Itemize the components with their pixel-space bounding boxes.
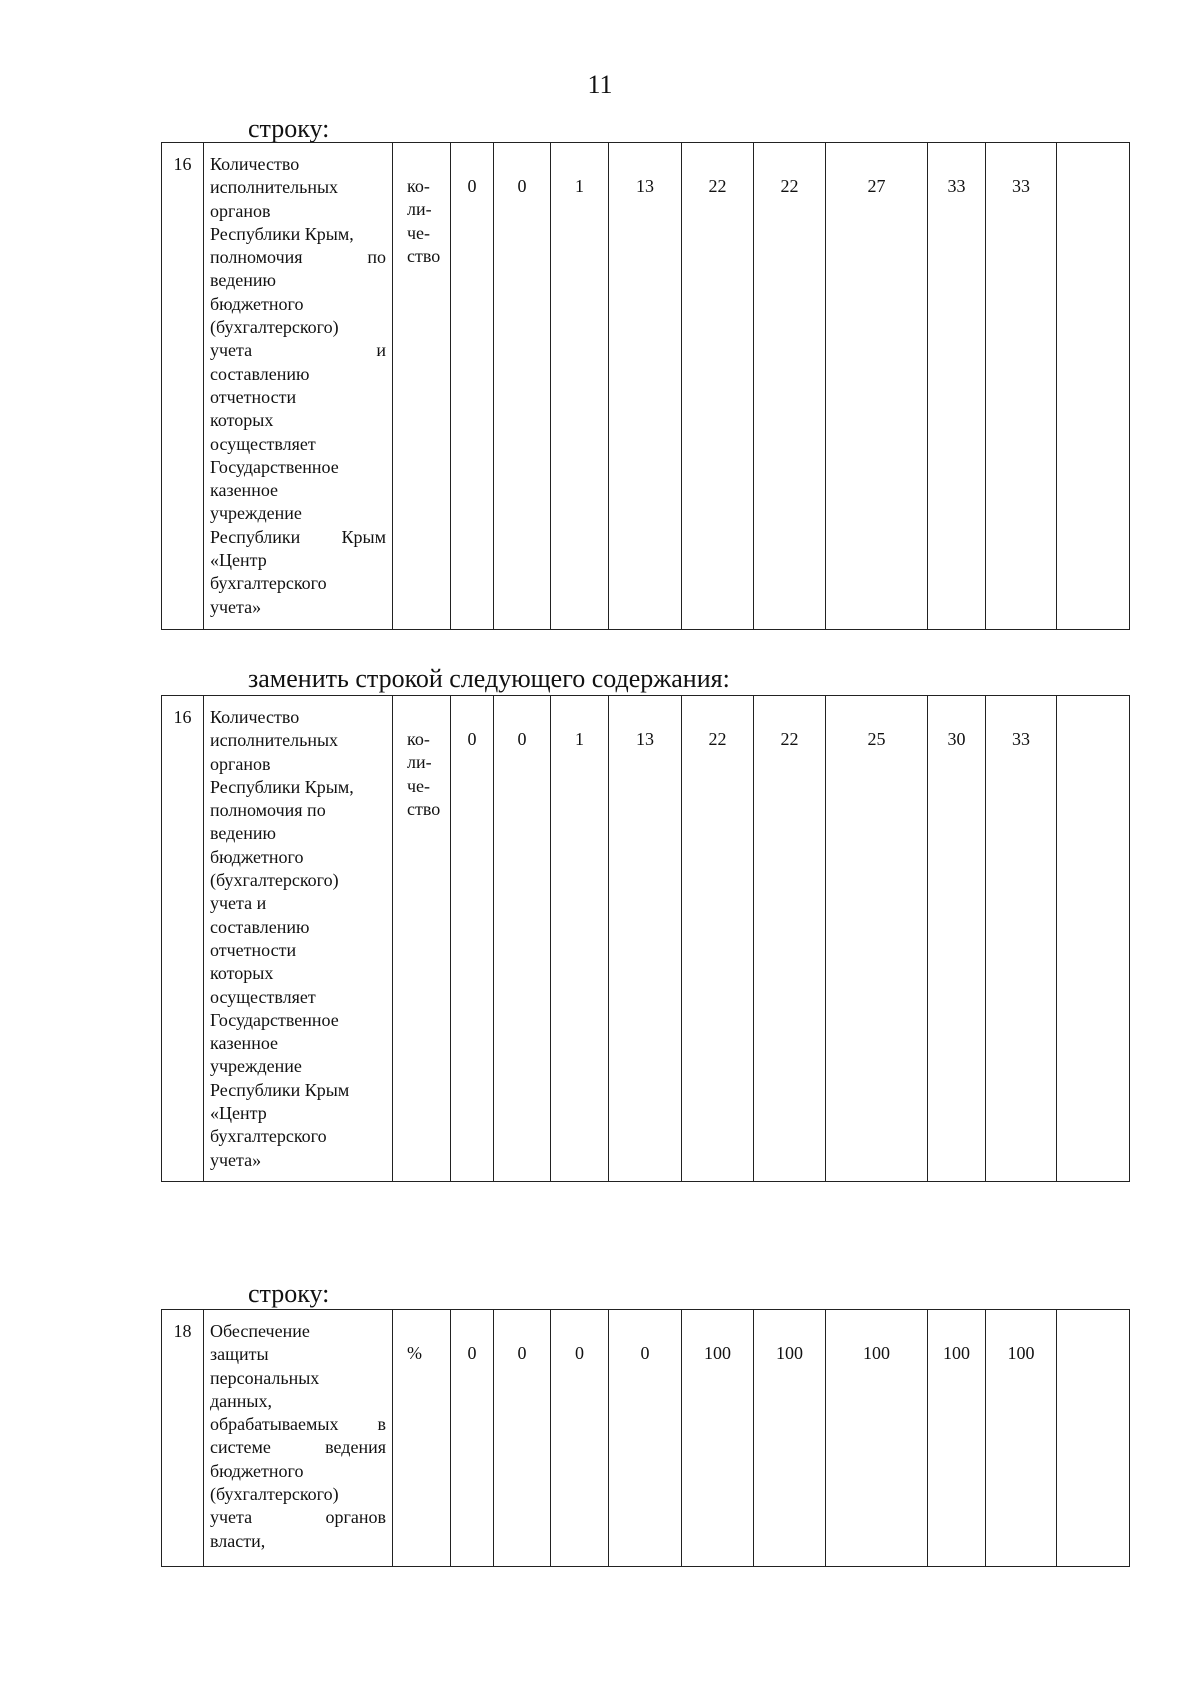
unit-line: че-	[407, 222, 431, 243]
description-line: ведению	[210, 270, 277, 291]
description-line: обрабатываемых в	[210, 1414, 386, 1435]
value-cell: 22	[682, 696, 754, 1182]
description-line: системе ведения	[210, 1437, 386, 1458]
unit-line: %	[407, 1343, 422, 1363]
description-line: Государственное	[210, 456, 339, 477]
description-line: данных,	[210, 1390, 273, 1411]
description-line: отчетности	[210, 939, 297, 960]
description-line: органов	[210, 200, 271, 221]
value-cell: 13	[609, 143, 682, 630]
section-3-table	[161, 1309, 1130, 1567]
value-cell: 100	[682, 1310, 754, 1567]
description-line: бюджетного	[210, 293, 304, 314]
value-cell: 0	[494, 696, 551, 1182]
value-cell: 0	[451, 143, 494, 630]
description-line: Республики Крым	[210, 526, 386, 547]
section-1-table	[161, 142, 1130, 630]
description-line: бухгалтерского	[210, 573, 327, 594]
row-number: 18	[162, 1310, 204, 1567]
unit-line: ко-	[407, 176, 430, 196]
description-line: осуществляет	[210, 986, 316, 1007]
value-cell: 22	[754, 143, 826, 630]
value-cell: 33	[986, 143, 1057, 630]
description-line: составлению	[210, 363, 310, 384]
description-line: «Центр	[210, 550, 267, 571]
description-line: учета и	[210, 893, 267, 914]
unit-line: ли-	[407, 199, 432, 220]
value-cell: 22	[754, 696, 826, 1182]
description-line: бюджетного	[210, 1460, 304, 1481]
value-cell: 25	[826, 696, 928, 1182]
section-3-caption: строку:	[248, 1279, 330, 1308]
description-line: учета»	[210, 1149, 262, 1170]
description-line: «Центр	[210, 1103, 267, 1124]
description-line: составлению	[210, 916, 310, 937]
description-line: которых	[210, 410, 274, 431]
description-line: Республики Крым	[210, 1079, 350, 1100]
value-cell: 0	[451, 1310, 494, 1567]
description-line: Республики Крым,	[210, 223, 354, 244]
value-cell: 0	[551, 1310, 609, 1567]
description-line: учета органов	[210, 1507, 386, 1528]
value-cell: 100	[928, 1310, 986, 1567]
value-cell: 1	[551, 696, 609, 1182]
section-2-table	[161, 695, 1130, 1182]
unit-line: ко-	[407, 729, 430, 749]
description-line: полномочия по	[210, 800, 326, 821]
table-row	[162, 143, 1130, 630]
value-cell: 0	[494, 1310, 551, 1567]
description-line: власти,	[210, 1530, 266, 1551]
description-line: (бухгалтерского)	[210, 317, 339, 338]
value-cell: 100	[754, 1310, 826, 1567]
indicator-description	[204, 143, 393, 630]
indicator-description	[204, 696, 393, 1182]
description-line: Республики Крым,	[210, 776, 354, 797]
unit-line: ство	[407, 798, 441, 819]
description-line: защиты	[210, 1344, 269, 1365]
value-cell: 33	[986, 696, 1057, 1182]
description-line: Количество	[210, 707, 300, 727]
unit-line: ство	[407, 245, 441, 266]
row-number: 16	[162, 696, 204, 1182]
table-row	[162, 696, 1130, 1182]
value-cell	[1057, 1310, 1130, 1567]
description-line: (бухгалтерского)	[210, 870, 339, 891]
indicator-description	[204, 1310, 393, 1567]
unit-of-measure	[393, 696, 451, 1182]
value-cell: 1	[551, 143, 609, 630]
page-number: 11	[587, 70, 613, 99]
value-cell	[1057, 696, 1130, 1182]
description-line: исполнительных	[210, 730, 339, 751]
description-line: Обеспечение	[210, 1321, 310, 1341]
value-cell: 22	[682, 143, 754, 630]
value-cell: 13	[609, 696, 682, 1182]
description-line: ведению	[210, 823, 277, 844]
value-cell: 0	[494, 143, 551, 630]
value-cell: 30	[928, 696, 986, 1182]
value-cell	[1057, 143, 1130, 630]
row-number: 16	[162, 143, 204, 630]
unit-line: ли-	[407, 752, 432, 773]
description-line: Количество	[210, 154, 300, 174]
description-line: казенное	[210, 480, 279, 501]
value-cell: 27	[826, 143, 928, 630]
description-line: Государственное	[210, 1009, 339, 1030]
description-line: отчетности	[210, 386, 297, 407]
description-line: персональных	[210, 1367, 320, 1388]
value-cell: 0	[609, 1310, 682, 1567]
section-1-caption: строку:	[248, 114, 330, 143]
description-line: учета и	[210, 340, 386, 361]
description-line: исполнительных	[210, 177, 339, 198]
description-line: осуществляет	[210, 433, 316, 454]
description-line: учреждение	[210, 503, 302, 524]
value-cell: 33	[928, 143, 986, 630]
section-2-caption: заменить строкой следующего содержания:	[248, 664, 730, 693]
description-line: которых	[210, 963, 274, 984]
value-cell: 100	[986, 1310, 1057, 1567]
description-line: бюджетного	[210, 846, 304, 867]
description-line: полномочия по	[210, 247, 386, 268]
description-line: учета»	[210, 596, 262, 617]
description-line: органов	[210, 753, 271, 774]
value-cell: 0	[451, 696, 494, 1182]
description-line: бухгалтерского	[210, 1126, 327, 1147]
unit-line: че-	[407, 775, 431, 796]
unit-of-measure	[393, 1310, 451, 1567]
unit-of-measure	[393, 143, 451, 630]
description-line: учреждение	[210, 1056, 302, 1077]
table-row	[162, 1310, 1130, 1567]
value-cell: 100	[826, 1310, 928, 1567]
description-line: (бухгалтерского)	[210, 1484, 339, 1505]
description-line: казенное	[210, 1033, 279, 1054]
